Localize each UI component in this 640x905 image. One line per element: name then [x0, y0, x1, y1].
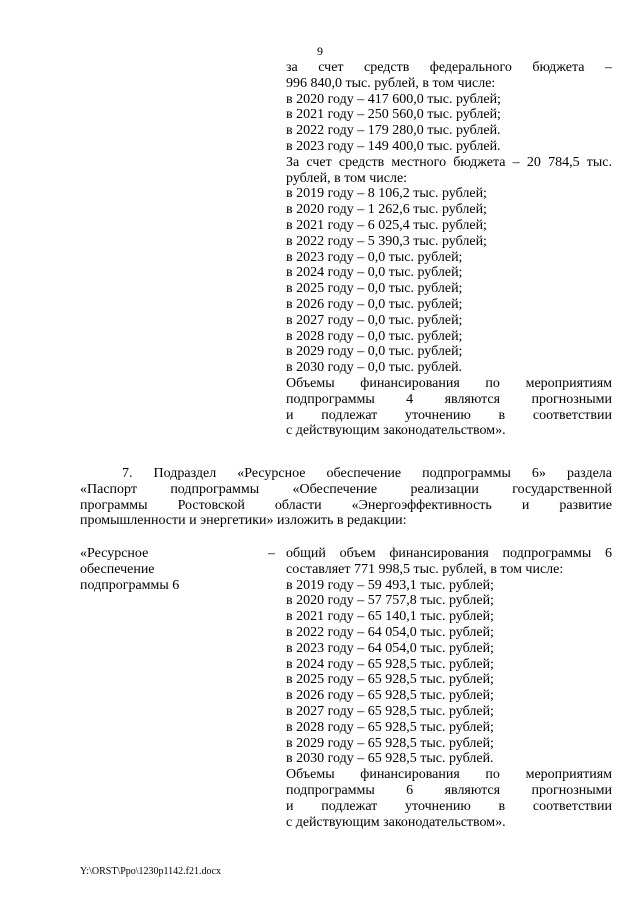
text-line: За счет средств местного бюджета – 20 784,5 тыс.	[286, 154, 612, 170]
resource-label	[80, 546, 250, 593]
text-line: в 2028 году – 0,0 тыс. рублей;	[286, 328, 463, 344]
text-line: в 2026 году – 65 928,5 тыс. рублей;	[286, 688, 494, 704]
text-line: в 2030 году – 0,0 тыс. рублей.	[286, 360, 463, 376]
text-line: в 2023 году – 149 400,0 тыс. рублей.	[286, 138, 501, 154]
text-line: в 2024 году – 0,0 тыс. рублей;	[286, 265, 463, 281]
federal-local-budget-block	[286, 60, 612, 439]
text-line: в 2025 году – 0,0 тыс. рублей;	[286, 281, 463, 297]
text-line: «Ресурсное	[80, 546, 149, 561]
text-line: за счет средств федерального бюджета –	[286, 60, 612, 75]
text-line: в 2023 году – 64 054,0 тыс. рублей;	[286, 640, 494, 656]
text-line: в 2030 году – 65 928,5 тыс. рублей.	[286, 751, 494, 767]
dash-separator: –	[268, 546, 275, 561]
text-line: в 2019 году – 59 493,1 тыс. рублей;	[286, 577, 494, 593]
text-line: обеспечение	[80, 561, 155, 577]
text-line: и подлежат уточнению в соответствии	[286, 798, 612, 814]
text-line: и подлежат уточнению в соответствии	[286, 407, 612, 423]
text-line: в 2028 году – 65 928,5 тыс. рублей;	[286, 719, 494, 735]
text-line: Объемы финансирования по мероприятиям	[286, 375, 612, 391]
text-line: составляет 771 998,5 тыс. рублей, в том числе:	[286, 561, 564, 577]
paragraph-7	[80, 466, 612, 529]
text-line: с действующим законодательством».	[286, 423, 506, 439]
text-line: в 2027 году – 65 928,5 тыс. рублей;	[286, 703, 494, 719]
subprogram-6-funding-block	[286, 546, 612, 830]
text-line: программы Ростовской области «Энергоэффективность и развитие	[80, 497, 612, 513]
text-line: рублей, в том числе:	[286, 170, 408, 186]
text-line: в 2019 году – 8 106,2 тыс. рублей;	[286, 186, 487, 202]
text-line: в 2025 году – 65 928,5 тыс. рублей;	[286, 672, 494, 688]
text-line: «Паспорт подпрограммы «Обеспечение реализации государственной	[80, 481, 612, 497]
text-line: в 2024 году – 65 928,5 тыс. рублей;	[286, 656, 494, 672]
text-line: с действующим законодательством».	[286, 814, 506, 830]
text-line: в 2020 году – 57 757,8 тыс. рублей;	[286, 593, 494, 609]
text-line: в 2020 году – 417 600,0 тыс. рублей;	[286, 91, 501, 107]
text-line: подпрограммы 6 являются прогнозными	[286, 782, 612, 798]
text-line: в 2021 году – 6 025,4 тыс. рублей;	[286, 217, 487, 233]
text-line: промышленности и энергетики» изложить в редакции:	[80, 513, 407, 529]
text-line: в 2022 году – 179 280,0 тыс. рублей.	[286, 123, 501, 139]
text-line: в 2029 году – 65 928,5 тыс. рублей;	[286, 735, 494, 751]
text-line: в 2027 году – 0,0 тыс. рублей;	[286, 312, 463, 328]
text-line: 7. Подраздел «Ресурсное обеспечение подпрограммы 6» раздела	[122, 466, 612, 481]
text-line: Объемы финансирования по мероприятиям	[286, 767, 612, 783]
text-line: в 2021 году – 65 140,1 тыс. рублей;	[286, 609, 494, 625]
page-number: 9	[317, 44, 323, 58]
text-line: в 2022 году – 5 390,3 тыс. рублей;	[286, 233, 487, 249]
text-line: в 2021 году – 250 560,0 тыс. рублей;	[286, 107, 501, 123]
file-path-footer: Y:\ORST\Ppo\1230p1142.f21.docx	[80, 866, 221, 877]
text-line: 996 840,0 тыс. рублей, в том числе:	[286, 75, 496, 91]
text-line: подпрограммы 6	[80, 577, 180, 593]
text-line: в 2029 году – 0,0 тыс. рублей;	[286, 344, 463, 360]
text-line: в 2022 году – 64 054,0 тыс. рублей;	[286, 624, 494, 640]
text-line: подпрограммы 4 являются прогнозными	[286, 391, 612, 407]
text-line: в 2023 году – 0,0 тыс. рублей;	[286, 249, 463, 265]
text-line: в 2026 году – 0,0 тыс. рублей;	[286, 296, 463, 312]
text-line: в 2020 году – 1 262,6 тыс. рублей;	[286, 202, 487, 218]
text-line: общий объем финансирования подпрограммы 6	[286, 546, 612, 561]
